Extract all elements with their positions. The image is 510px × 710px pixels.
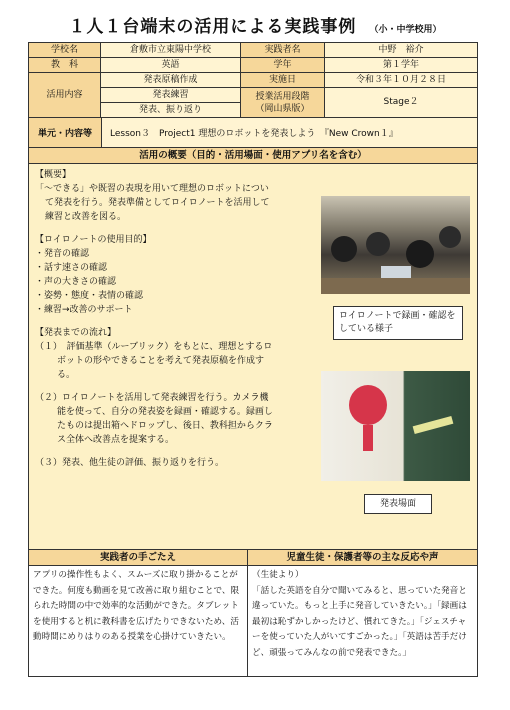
flow-1-line-3: る。 [57,370,76,380]
date-label: 実施日 [241,73,325,88]
presentation-photo [321,371,470,481]
teacher-value: 中野 裕介 [325,43,478,58]
overview-text [35,168,335,470]
purpose-item-3: ・声の大きさの確認 [35,277,117,287]
stage-label-line1: 授業活用段階 [255,91,310,102]
summary-line-2: て発表を行う。発表準備としてロイロノートを活用して [45,198,270,208]
classroom-photo [321,196,470,294]
grade-label: 学年 [241,58,325,73]
school-value: 倉敷市立東陽中学校 [101,43,241,58]
title-sub: （小・中学校用） [369,25,442,35]
usage-item-1: 発表原稿作成 [101,73,241,88]
report-sheet [28,42,478,677]
practitioner-header: 実践者の手ごたえ [29,550,247,566]
purpose-item-1: ・発音の確認 [35,249,90,259]
summary-line-1: 「～できる」や既習の表現を用いて理想のロボットについ [35,184,269,194]
flow-2-line-3: たものは提出箱へドロップし、後日、教科担からクラ [57,421,273,431]
teacher-label: 実践者名 [241,43,325,58]
purpose-title: 【ロイロノートの使用目的】 [35,235,152,245]
unit-label: 単元・内容等 [29,118,102,147]
subject-label: 教 科 [29,58,101,73]
usage-label: 活用内容 [29,73,101,118]
stage-value: Stage２ [325,88,478,118]
usage-item-2: 発表練習 [101,88,241,103]
flow-3: （３）発表、他生徒の評価、振り返りを行う。 [35,458,225,468]
flow-2-line-2: 能を使って、自分の発表姿を録画・確認する。録画し [57,407,273,417]
flow-2-line-1: （２）ロイロノートを活用して発表練習を行う。カメラ機 [35,393,269,403]
flow-2-line-4: ス全体へ改善点を提案する。 [57,435,175,445]
feedback-section [28,550,478,677]
purpose-item-4: ・姿勢・態度・表情の確認 [35,291,144,301]
summary-title: 【概要】 [35,170,72,180]
usage-item-3: 発表、振り返り [101,103,241,118]
unit-value: Lesson３ Project1 理想のロボットを発表しよう 『New Crown１』 [102,118,477,147]
photo-caption-1: ロイロノートで録画・確認を している様子 [333,306,463,340]
school-label: 学校名 [29,43,101,58]
date-value: 令和３年１０月２８日 [325,73,478,88]
stage-label-line2: （岡山県版） [255,103,310,114]
subject-value: 英語 [101,58,241,73]
overview-section [28,164,478,550]
flow-1-line-2: ボットの形やできることを考えて発表原稿を作成す [57,356,265,366]
grade-value: 第１学年 [325,58,478,73]
stage-label [241,88,325,118]
purpose-item-5: ・練習→改善のサポート [35,305,133,315]
practitioner-text: アプリの操作性もよく、スムーズに取り掛かることができた。何度も動画を見て改善に取り組むことで、限られた時間の中で効率的な活動ができた。タブレットを使用すると机に教科書を広げたりできないため、活動時間にめりはりのある授業を心掛けていきたい。 [29,566,247,676]
flow-title: 【発表までの流れ】 [35,328,117,338]
flow-1-line-1: （１） 評価基準（ルーブリック）をもとに、理想とするロ [35,342,273,352]
title-main: １人１台端末の活用による実践事例 [68,17,357,37]
student-text: （生徒より） 「話した英語を自分で聞いてみると、思っていた発音と違っていた。もっと上手に発音していきたい。」「録画は最初は恥ずかしかったけど、慣れてきた。」「ジェスチャーを使っていた人がいてすごかった。」「英語は苦手だけど、頑張ってみんなの前で発表できた。」 [248,566,477,676]
student-header: 児童生徒・保護者等の主な反応や声 [248,550,477,566]
summary-line-3: 練習と改善を図る。 [45,212,127,222]
overview-header: 活用の概要（目的・活用場面・使用アプリ名を含む） [28,148,478,164]
practitioner-column [28,550,248,677]
unit-row [28,118,478,148]
student-column [248,550,478,677]
purpose-item-2: ・話す速さの確認 [35,263,108,273]
meta-table [28,42,478,118]
document-title [0,12,510,37]
photo-caption-2: 発表場面 [364,494,432,514]
